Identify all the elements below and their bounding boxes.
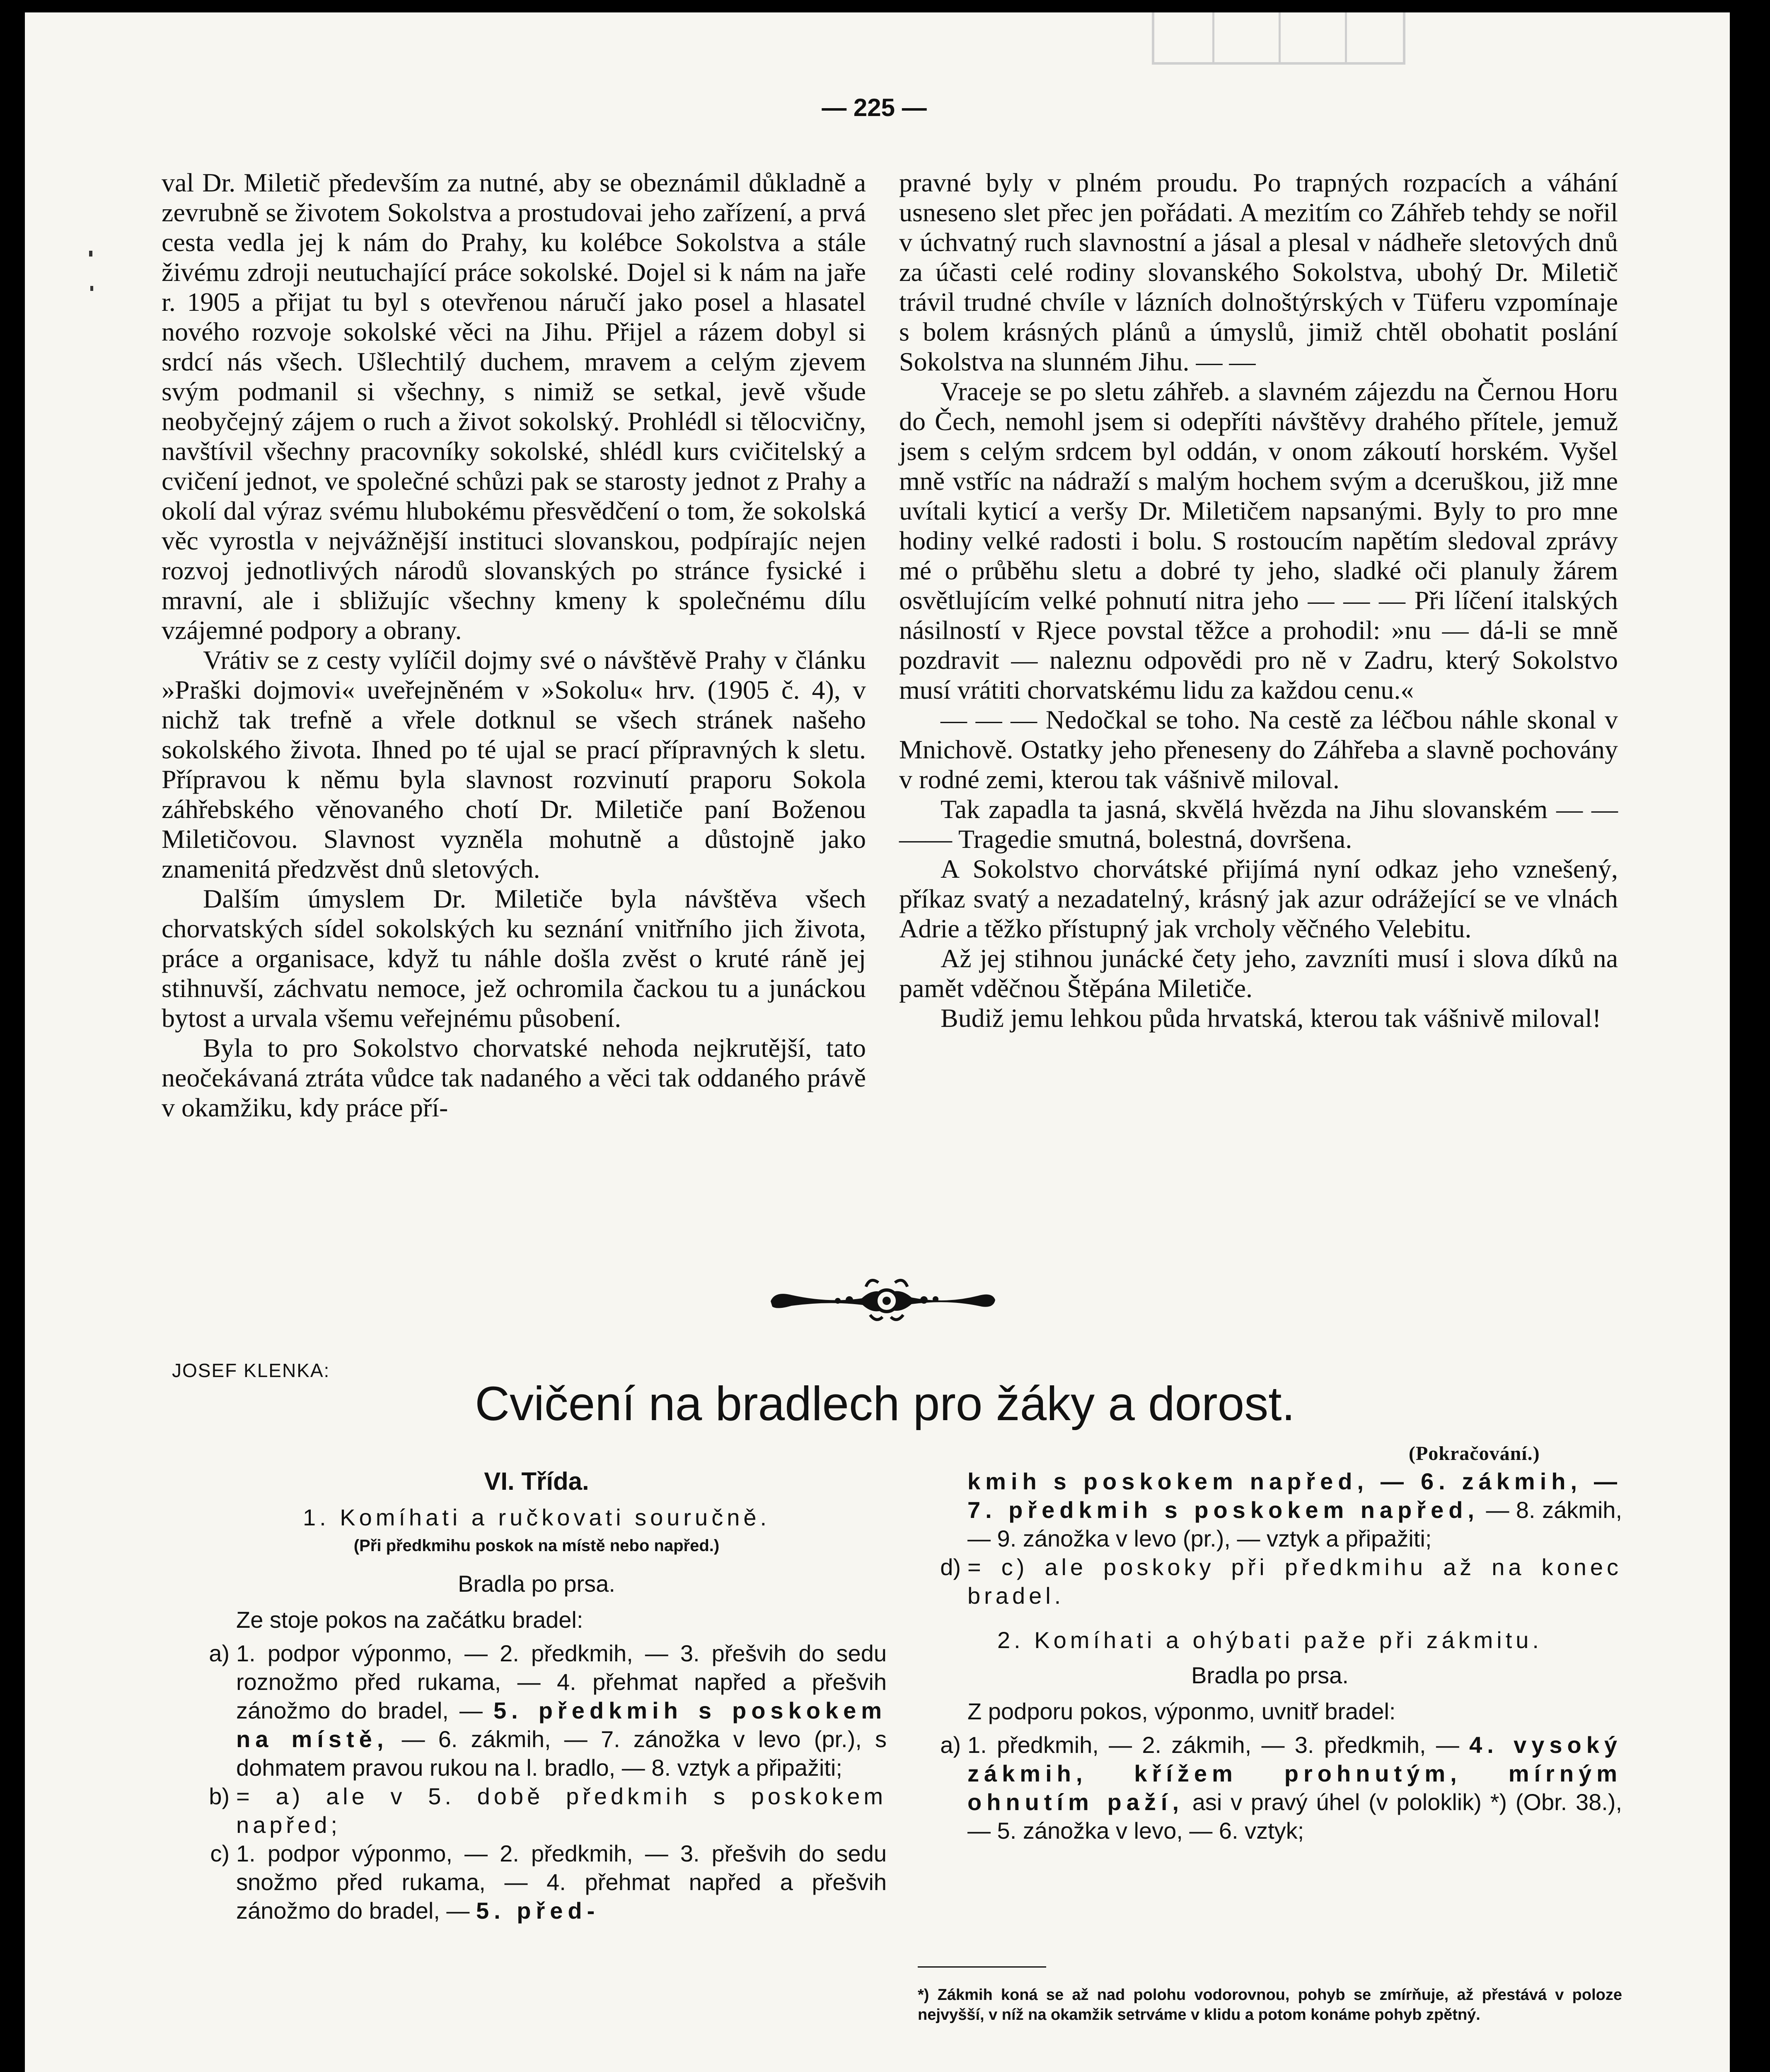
paragraph: Vraceje se po sletu záhřeb. a slavném zájezdu na Černou Horu do Čech, nemohl jsem si odepříti návštěvy drahého přítele, jemuž jsem s celým srdcem byl oddán, v onom zákoutí horském. Vyšel mně vstříc na nádraží s malým hochem svým a dceruškou, již mne uvítali kyticí a veršy Dr. Miletičem napsanými. Byly to pro mne hodiny velké radosti i bolu. S rostoucím napětím sledoval zprávy mé o průběhu sletu a dobré ty jeho, sladké oči planuly žárem osvětlujícím velké pohnutí nitra jeho — — — Při líčení italských násilností v Rjece povstal těžce a prohodil: »nu — dá-li se mně pozdravit — naleznu odpovědi pro ně v Zadru, který Sokolstvo musí vrátiti chorvatskému lidu za každou cenu.«	[899, 377, 1618, 704]
item-text-part: — 6. zákmih, — 7. zánožka v levo (pr.), s dohmatem pravou rukou na l. bradlo, — 8. vztyk a připažiti;	[236, 1726, 887, 1781]
item-text	[967, 1731, 1622, 1845]
paragraph: val Dr. Miletič především za nutné, aby se obeznámil důkladně a zevrubně se životem Sokolstva a prostudovai jeho zařízení, a prvá cesta vedla jej k nám do Prahy, ku kolébce Sokolstva a stále živému zdroji neutuchající práce sokolské. Dojel si k nám na jaře r. 1905 a přijat tu byl s otevřenou náručí jako posel a hlasatel nového rozvoje sokolské věci na Jihu. Přijel a rázem dobyl si srdcí nás všech. Ušlechtilý duchem, mravem a celým zjevem svým podmanil si všechny, s nimiž se setkal, jevě všude neobyčejný zájem o ruch a život sokolský. Prohlédl si tělocvičny, navštívil všechny pracovníky sokolské, shlédl kurs cvičitelský a cvičení jednot, ve společné schůzi pak se starosty jednot z Prahy a okolí dal výraz svému hlubokému přesvědčení o tom, že sokolská věc vyrostla v nejvážnější instituci slovanskou, podpírajíc nejen rozvoj jednotlivých národů slovanských po stránce fysické i mravní, ale i sbližujíc všechny kmeny k společnému dílu vzájemné podpory a obrany.	[162, 168, 866, 645]
item-text: = c) ale poskoky při předkmihu až na konec bradel.	[967, 1554, 1622, 1609]
right-text-column	[899, 168, 1618, 1033]
exercise-title: 2. Komíhati a ohýbati paže při zákmitu.	[997, 1627, 1543, 1653]
scan-border-top	[0, 0, 1770, 12]
item-text-spaced: kmih s poskokem napřed, — 6. zákmih, — 7. předkmih s poskokem napřed,	[967, 1468, 1622, 1523]
item-text: = a) ale v 5. době předkmih s poskokem napřed;	[236, 1783, 887, 1838]
margin-speck	[89, 251, 92, 257]
item-text-spaced: 5. předkmih s poskokem na místě,	[236, 1697, 887, 1752]
item-label-blank	[918, 1467, 967, 1553]
item-label: c)	[210, 1840, 230, 1866]
paragraph: Tak zapadla ta jasná, skvělá hvězda na Jihu slovanském — — —— Tragedie smutná, bolestná, dovršena.	[899, 794, 1618, 854]
paragraph: — — — Nedočkal se toho. Na cestě za léčbou náhle skonal v Mnichově. Ostatky jeho přeneseny do Záhřeba a slavně pochovány v rodné zemi, kterou tak vášnivě miloval.	[899, 705, 1618, 794]
scan-border-left	[0, 0, 25, 2072]
paragraph: Dalším úmyslem Dr. Miletiče byla návštěva všech chorvatských sídel sokolských ku seznání vnitřního jich života, práce a organisace, když tu náhle došla zvěst o kruté ráně jej stihnuvší, záchvatu nemoce, jež ochromila čackou tu a junáckou bytost a urvala všemu veřejnému působení.	[162, 884, 866, 1033]
class-heading: VI. Třída.	[484, 1467, 589, 1495]
exercise-column-right	[918, 1467, 1622, 1845]
paragraph: Vrátiv se z cesty vylíčil dojmy své o návštěvě Prahy v článku »Praški dojmovi« uveřejněném v »Sokolu« hrv. (1905 č. 4), v nichž tak trefně a vřele dotknul se všech stránek našeho sokolského života. Ihned po té ujal se prací přípravných k sletu. Přípravou k němu byla slavnost rozvinutí praporu Sokola záhřebského věnovaného chotí Dr. Miletiče paní Boženou Miletičovou. Slavnost vyzněla mohutně a důstojně jako znamenitá předzvěst dnů sletových.	[162, 645, 866, 884]
apparatus-label: Bradla po prsa.	[458, 1571, 615, 1597]
library-stamp	[1152, 12, 1405, 65]
continued-note: (Pokračování.)	[1409, 1443, 1540, 1464]
item-text	[236, 1639, 887, 1782]
footnote: *) Zákmih koná se až nad polohu vodorovnou, pohyb se zmírňuje, až přestává v poloze nejvyšší, v níž na okamžik setrváme v klidu a potom konáme pohyb zpětný.	[918, 1986, 1622, 2024]
item-text-spaced: 5. před-	[476, 1898, 600, 1924]
item-text-part: 1. podpor výponmo, — 2. předkmih, — 3. přešvih do sedu snožmo před rukama, — 4. přehmat napřed a přešvih zánožmo do bradel, —	[236, 1840, 887, 1924]
item-text-part: — 8. zákmih, — 9. zánožka v levo (pr.), — vztyk a připažiti;	[967, 1497, 1622, 1552]
exercise-title: 1. Komíhati a ručkovati souručně.	[302, 1504, 771, 1530]
paragraph: Byla to pro Sokolstvo chorvatské nehoda nejkrutější, tato neočekávaná ztráta vůdce tak nadaného a věci tak oddaného právě v okamžiku, kdy práce pří-	[162, 1033, 866, 1122]
page-number: — 225 —	[822, 94, 927, 121]
item-text-part: 1. podpor výponmo, — 2. předkmih, — 3. přešvih do sedu roznožmo před rukama, — 4. přehmat napřed a přešvih zánožmo do bradel, —	[236, 1640, 887, 1723]
item-text	[236, 1839, 887, 1925]
footnote-rule	[918, 1966, 1046, 1968]
item-label: b)	[209, 1783, 230, 1809]
paragraph: A Sokolstvo chorvátské přijímá nyní odkaz jeho vznešený, příkaz svatý a nezadatelný, krásný jak azur odrážející se ve vlnách Adrie a těžko přístupný jak vrcholy věčného Velebitu.	[899, 854, 1618, 943]
decorative-ornament	[767, 1270, 999, 1328]
author-byline: JOSEF KLENKA:	[172, 1360, 330, 1381]
left-text-column	[162, 168, 866, 1123]
start-position: Ze stoje pokos na začátku bradel:	[236, 1607, 583, 1633]
apparatus-label: Bradla po prsa.	[1191, 1662, 1349, 1688]
exercise-column-left	[186, 1467, 887, 1925]
exercise-item-c	[186, 1839, 887, 1925]
paragraph: Až jej stihnou junácké čety jeho, zavzníti musí i slova díků na pamět vděčnou Štěpána Miletiče.	[899, 944, 1618, 1003]
scan-border-right	[1730, 0, 1770, 2072]
exercise-item-a	[918, 1731, 1622, 1845]
start-position: Z podporu pokos, výponmo, uvnitř bradel:	[967, 1698, 1396, 1724]
exercise-item-c-continued	[918, 1467, 1622, 1553]
item-text	[967, 1467, 1622, 1553]
paragraph: pravné byly v plném proudu. Po trapných rozpacích a váhání usneseno slet přec jen pořádati. A mezitím co Záhřeb tehdy se nořil v úchvatný ruch slavnostní a jásal a plesal v nádheře sletových dnů za účasti celé rodiny slovanského Sokolstva, ubohý Dr. Miletič trávil trudné chvíle v lázních dolnoštýrských v Tüferu vzpomínaje s bolem krásných plánů a úmyslů, jimiž chtěl obohatit poslání Sokolstva na slunném Jihu. — —	[899, 168, 1618, 376]
exercise-item-a	[186, 1639, 887, 1782]
item-text-spaced: 4. vysoký zákmih, křížem prohnutým, mírným ohnutím paží,	[967, 1732, 1622, 1815]
item-label: a)	[209, 1640, 230, 1666]
exercise-item-b	[186, 1782, 887, 1839]
margin-speck	[90, 286, 93, 291]
article-title: Cvičení na bradlech pro žáky a dorost.	[475, 1377, 1295, 1431]
item-label: a)	[940, 1732, 961, 1758]
item-label: d)	[940, 1554, 961, 1580]
exercise-item-d	[918, 1553, 1622, 1610]
paragraph: Budiž jemu lehkou půda hrvatská, kterou tak vášnivě miloval!	[941, 1003, 1601, 1033]
exercise-note: (Při předkmihu poskok na místě nebo napřed.)	[353, 1537, 720, 1555]
item-text-part: asi v pravý úhel (v poloklik) *) (Obr. 38.), — 5. zánožka v levo, — 6. vztyk;	[967, 1789, 1622, 1844]
item-text-part: 1. předkmih, — 2. zákmih, — 3. předkmih, —	[967, 1732, 1459, 1758]
